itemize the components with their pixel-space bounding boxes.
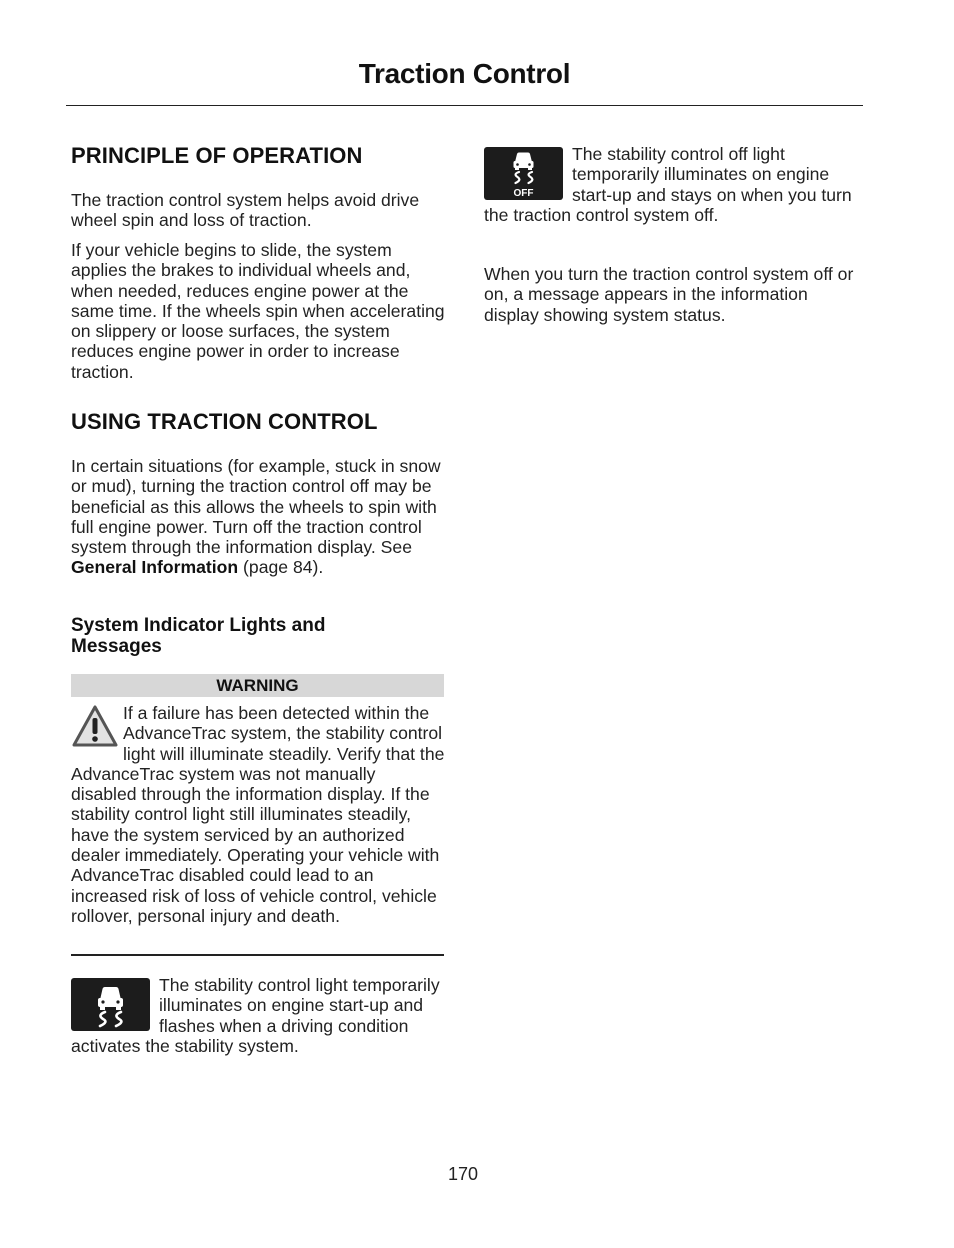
stability-control-paragraph — [71, 975, 445, 1056]
general-information-link[interactable]: General Information — [71, 557, 239, 578]
using-paragraph — [71, 456, 445, 578]
system-indicator-subheading: System Indicator Lights and Messages — [71, 615, 326, 657]
using-heading: USING TRACTION CONTROL — [71, 409, 378, 434]
stability-control-off-paragraph — [484, 144, 858, 225]
warning-triangle-icon — [71, 704, 119, 748]
warning-text: If a failure has been detected within the AdvanceTrac system, the stability control light will illuminate steadily. Verify that the AdvanceTrac system was not manually disabled through the information display. If the stability control light still illuminates steadily, have the system serviced by an authorized dealer immediately. Operating your vehicle with AdvanceTrac disabled could lead to an increased risk of loss of vehicle control, vehicle rollover, personal injury and death. — [71, 703, 445, 926]
page-reference: (page 84). — [238, 557, 324, 578]
warning-header: WARNING — [71, 674, 444, 697]
system-status-paragraph: When you turn the traction control system off or on, a message appears in the information display showing system status. — [484, 264, 854, 325]
warning-block — [71, 703, 445, 926]
title-rule — [66, 105, 863, 106]
page-title: Traction Control — [358, 58, 571, 89]
stability-control-off-icon — [484, 147, 563, 200]
stability-control-text: The stability control light temporarily illuminates on engine start-up and flashes when a driving condition activates the stability system. — [71, 975, 440, 1056]
using-paragraph-text: In certain situations (for example, stuck in snow or mud), turning the traction control off may be beneficial as this allows the wheels to spin with full engine power. Turn off the traction control system through the information display. See — [71, 456, 441, 558]
stability-control-off-text: The stability control off light temporarily illuminates on engine start-up and stays on when you turn the traction control system off. — [484, 144, 852, 225]
principle-paragraph-1: The traction control system helps avoid drive wheel spin and loss of traction. — [71, 190, 420, 231]
principle-paragraph-2: If your vehicle begins to slide, the system applies the brakes to individual wheels and, when needed, reduces engine power at the same time. If the wheels spin when accelerating on slippery or loose surfaces, the system reduces engine power in order to increase traction. — [71, 240, 445, 382]
off-label: OFF — [513, 188, 534, 199]
page-number: 170 — [447, 1164, 479, 1184]
warning-rule — [71, 954, 444, 956]
stability-control-icon — [71, 978, 150, 1031]
principle-heading: PRINCIPLE OF OPERATION — [71, 143, 363, 168]
